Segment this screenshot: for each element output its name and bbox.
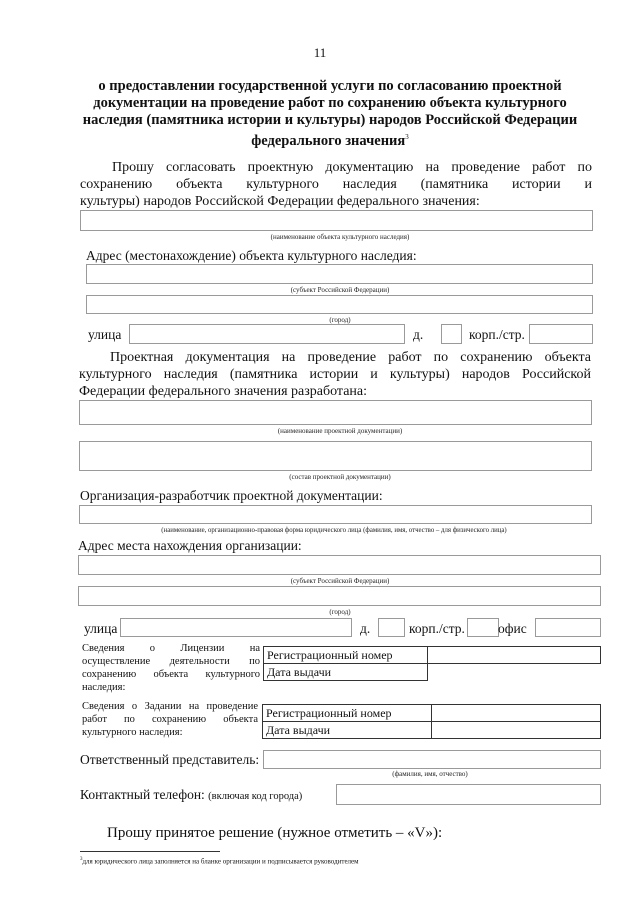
- organization-label: Организация-разработчик проектной документации:: [80, 488, 383, 503]
- organization-subject-field[interactable]: [78, 555, 601, 575]
- project-name-field[interactable]: [79, 400, 592, 425]
- request-line-3: культуры) народов Российской Федерации федерального значения:: [80, 194, 480, 209]
- project-composition-caption: (состав проектной документации): [289, 473, 391, 481]
- project-line-1: Проектная документация на проведение работ по сохранению объекта: [110, 350, 591, 365]
- phone-label: [80, 787, 302, 805]
- organization-street-field[interactable]: [120, 618, 352, 637]
- address-street-label: улица: [88, 327, 122, 342]
- address-label: Адрес (местонахождение) объекта культурного наследия:: [86, 248, 417, 263]
- phone-label-text: Контактный телефон:: [80, 787, 205, 802]
- project-line-3: Федерации федерального значения разработана:: [79, 384, 367, 399]
- organization-subject-caption: (субъект Российской Федерации): [290, 577, 390, 585]
- organization-city-field[interactable]: [78, 586, 601, 606]
- license-line-3: сохранению объекта культурного: [82, 669, 260, 680]
- assignment-reg-number-label: Регистрационный номер: [262, 704, 432, 722]
- address-subject-field[interactable]: [86, 264, 593, 284]
- heading-line-4-text: федерального значения: [251, 132, 406, 149]
- address-building-label: корп./стр.: [469, 327, 525, 342]
- address-house-label: д.: [413, 327, 424, 342]
- assignment-line-1: Сведения о Задании на проведение: [82, 701, 258, 712]
- page-number: 11: [313, 45, 327, 60]
- representative-label: Ответственный представитель:: [80, 752, 260, 767]
- organization-office-field[interactable]: [535, 618, 601, 637]
- heading-line-2: документации на проведение работ по сохранению объекта культурного: [93, 95, 567, 111]
- project-name-caption: (наименование проектной документации): [277, 427, 403, 435]
- footnote-mark: 3: [80, 857, 83, 862]
- decision-text: Прошу принятое решение (нужное отметить – «V»):: [107, 825, 443, 841]
- heading-line-4: [60, 129, 600, 149]
- license-issue-date-label: Дата выдачи: [263, 663, 428, 681]
- organization-house-field[interactable]: [378, 618, 405, 637]
- address-city-caption: (город): [329, 316, 351, 324]
- assignment-line-2: работ по сохранению объекта: [82, 714, 258, 725]
- heading-line-1: о предоставлении государственной услуги по согласованию проектной: [98, 78, 562, 94]
- request-line-1: Прошу согласовать проектную документацию на проведение работ по: [112, 160, 592, 175]
- request-line-2: сохранению объекта культурного наследия (памятника истории и: [80, 177, 592, 192]
- heading-footnote-mark: 3: [405, 133, 409, 141]
- representative-caption: (фамилия, имя, отчество): [392, 770, 468, 778]
- organization-building-field[interactable]: [467, 618, 499, 637]
- project-composition-field[interactable]: [79, 441, 592, 471]
- address-city-field[interactable]: [86, 295, 593, 314]
- organization-city-caption: (город): [329, 608, 351, 616]
- footnote-divider: [80, 851, 220, 852]
- organization-street-label: улица: [84, 621, 118, 636]
- license-reg-number-field[interactable]: [427, 646, 601, 664]
- license-line-1: Сведения о Лицензии на: [82, 643, 260, 654]
- organization-building-label: корп./стр.: [409, 621, 465, 636]
- organization-caption: (наименование, организационно-правовая форма юридического лица (фамилия, имя, отчество – для физического лица): [161, 527, 507, 534]
- organization-address-label: Адрес места нахождения организации:: [78, 538, 302, 553]
- assignment-line-3: культурного наследия:: [82, 727, 183, 738]
- phone-hint: (включая код города): [208, 791, 303, 802]
- license-line-2: осуществление деятельности по: [82, 656, 260, 667]
- organization-name-field[interactable]: [79, 505, 592, 524]
- organization-house-label: д.: [360, 621, 371, 636]
- assignment-issue-date-label: Дата выдачи: [262, 721, 432, 739]
- assignment-issue-date-field[interactable]: [431, 721, 601, 739]
- address-building-field[interactable]: [529, 324, 593, 344]
- assignment-reg-number-field[interactable]: [431, 704, 601, 722]
- phone-field[interactable]: [336, 784, 601, 805]
- address-street-field[interactable]: [129, 324, 405, 344]
- heading-line-3: наследия (памятника истории и культуры) народов Российской Федерации: [82, 112, 578, 128]
- address-house-field[interactable]: [441, 324, 462, 344]
- project-line-2: культурного наследия (памятника истории и культуры) народов Российской: [79, 367, 591, 382]
- footnote-text: для юридического лица заполняется на бланке организации и подписывается руководителем: [82, 857, 359, 866]
- object-name-caption: (наименование объекта культурного наследия): [270, 233, 410, 241]
- representative-field[interactable]: [263, 750, 601, 769]
- license-reg-number-label: Регистрационный номер: [263, 646, 428, 664]
- object-name-field[interactable]: [80, 210, 593, 231]
- organization-office-label: офис: [498, 621, 527, 636]
- license-line-4: наследия:: [82, 682, 126, 693]
- address-subject-caption: (субъект Российской Федерации): [290, 286, 390, 294]
- footnote: [80, 857, 359, 865]
